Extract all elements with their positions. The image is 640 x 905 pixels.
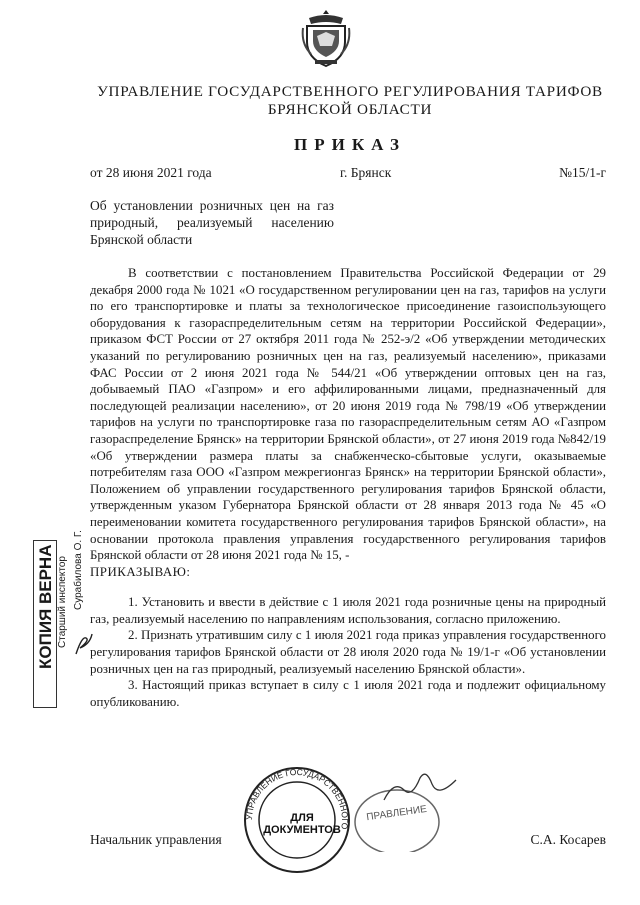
inspector-title: Старший инспектор (57, 556, 68, 648)
inspector-name: Сурабилова О. Г. (73, 530, 84, 610)
order-item-3: 3. Настоящий приказ вступает в силу с 1 июля 2021 года и подлежит официальному опубликованию. (90, 678, 606, 709)
organization-name-line2: БРЯНСКОЙ ОБЛАСТИ (267, 101, 433, 118)
round-seal-stamp (242, 765, 352, 875)
seal-center-line1: ДЛЯ (290, 812, 314, 824)
document-subject: Об установлении розничных цен на газ природный, реализуемый населению Брянской области (90, 198, 334, 247)
preamble-paragraph: В соответствии с постановлением Правительства Российской Федерации от 29 декабря 2000 года № 1021 «О государственном регулировании цен на газ, тарифов на услуги по его транспортировке и платы за технологическое присоединение газоиспользующего оборудования к газораспределительным сетям на территории Российской Федерации», приказом ФСТ России от 27 октября 2011 года № 252-э/2 «Об утверждении методических указаний по регулированию розничных цен на газ, реализуемый населению», приказами ФАС России от 2 июня 2021 года № 544/21 «Об утверждении оптовых цен на газ, добываемый ПАО «Газпром» и его аффилированными лицами, предназначенный для последующей реализации населению», от 20 июня 2019 года № 798/19 «Об утверждении тарифов на услуги по транспортировке газа по газораспределительным сетям АО «Газпром газораспределение Брянск» на территории Брянской области», от 27 июня 2019 года №842/19 «Об утверждении размера платы за снабженческо-сбытовые услуги, оказываемые потребителям газа ООО «Газпром межрегионгаз Брянск» на территории Брянской области», Положением об управлении государственного регулирования тарифов Брянской области, утвержденным указом Губернатора Брянской области от 28 января 2013 года № 45 «О переименовании комитета государственного регулирования тарифов Брянской области», на основании протокола правления управления государственного регулирования тарифов Брянской области от 28 июня 2021 года № 15, - (90, 266, 606, 563)
order-item-1: 1. Установить и ввести в действие с 1 июля 2021 года розничные цены на природный газ, реализуемый населению по направлениям использования, согласно приложению. (90, 595, 606, 626)
head-signature (380, 770, 460, 810)
document-number: №15/1-г (559, 165, 606, 180)
signatory-name: С.А. Косарев (530, 832, 606, 847)
organization-name-line1: УПРАВЛЕНИЕ ГОСУДАРСТВЕННОГО РЕГУЛИРОВАНИЯ ТАРИФОВ (97, 83, 603, 100)
order-word: ПРИКАЗЫВАЮ: (90, 564, 191, 579)
seal-center-line2: ДОКУМЕНТОВ (263, 824, 341, 836)
document-title: ПРИКАЗ (294, 135, 406, 154)
document-body (90, 265, 606, 710)
document-date: от 28 июня 2021 года (90, 165, 212, 180)
copy-stamp-text: КОПИЯ ВЕРНА (36, 544, 55, 669)
seal-ring-text: УПРАВЛЕНИЕ ГОСУДАРСТВЕННОГО (243, 766, 351, 830)
order-item-2: 2. Признать утратившим силу с 1 июля 2021 года приказ управления государственного регулирования тарифов Брянской области от 28 июля 2020 года № 19/1-г «Об установлении розничных цен на газ природный, реализуемый населению Брянской области». (90, 628, 606, 676)
inspector-signature (72, 628, 94, 658)
copy-certified-stamp (33, 540, 57, 708)
document-city: г. Брянск (340, 165, 392, 180)
coat-of-arms-emblem (301, 8, 351, 68)
seal2-text: ПРАВЛЕНИЕ (365, 803, 428, 824)
signatory-position: Начальник управления (90, 832, 222, 847)
